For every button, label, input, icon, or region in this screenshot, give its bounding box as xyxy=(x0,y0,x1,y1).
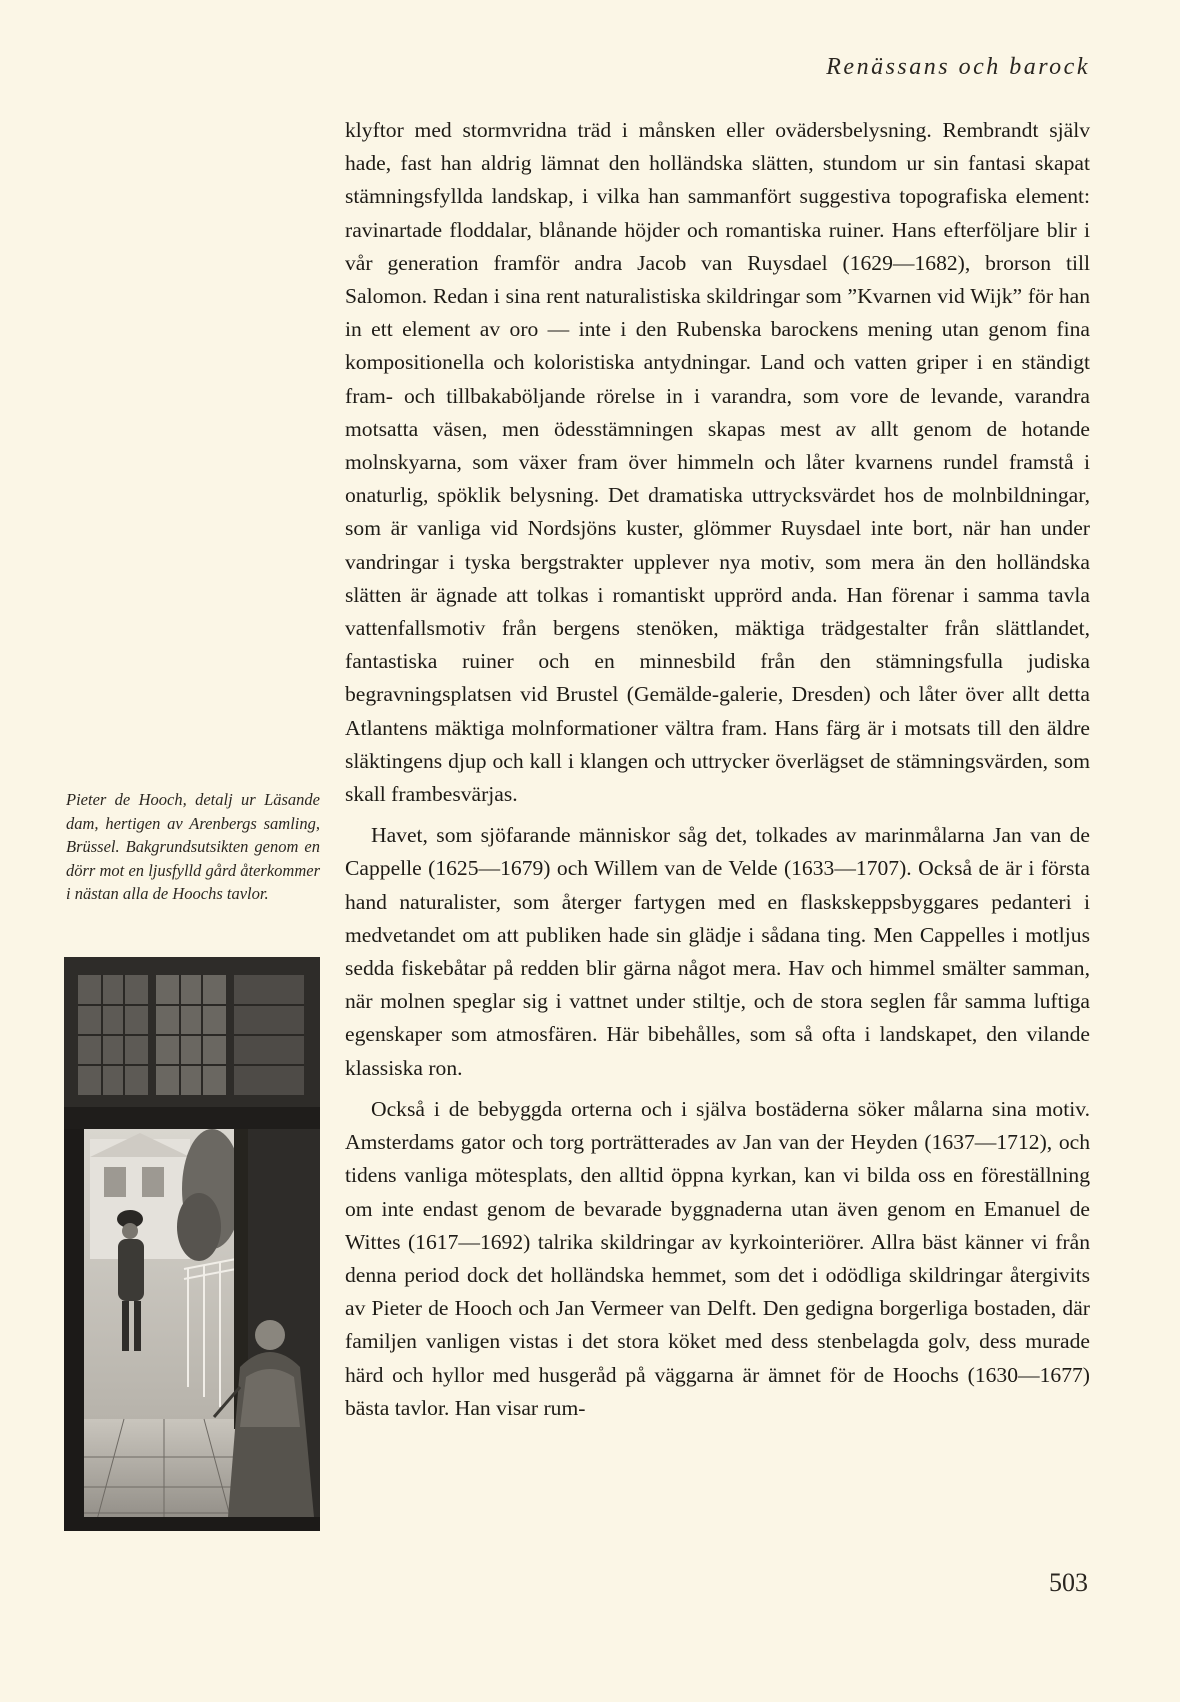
body-paragraph-1: klyftor med stormvridna träd i månsken eller ovädersbelysning. Rembrandt själv hade, fast han aldrig lämnat den holländska slätten, stundom ur sin fantasi skapat stämningsfyllda landskap, i vilka han sammanfört suggestiva topografiska element: ravinartade floddalar, blånande höjder och romantiska ruiner. Hans efterföljare blir i vår generation framför andra Jacob van Ruysdael (1629—1682), brorson till Salomon. Redan i sina rent naturalistiska skildringar som ”Kvarnen vid Wijk” för han in ett element av oro — inte i den Rubenska barockens mening utan genom fina kompositionella och koloristiska antydningar. Land och vatten griper i en ständigt fram- och tillbakaböljande rörelse in i varandra, som vore de levande, varandra motsatta väsen, men ödesstämningen skapas mest av allt genom de hotande molnskyarna, som växer fram över himmeln och låter kvarnens rundel framstå i onaturlig, spöklik belysning. Det dramatiska uttrycksvärdet hos de molnbildningar, som är vanliga vid Nordsjöns kuster, glömmer Ruysdael inte bort, när han under vandringar i tyska bergstrakter upplever nya motiv, som mera än den holländska slätten är ägnade att tolkas i romantiskt upprörd anda. Han förenar i samma tavla vattenfallsmotiv från bergens stenöken, mäktiga trädgestalter från slättlandet, fantastiska ruiner och en minnesbild från den stämningsfulla judiska begravningsplatsen vid Brustel (Gemälde-galerie, Dresden) och låter över allt detta Atlantens mäktiga molnformationer vältra fram. Hans färg är i motsats till den äldre släktingens djup och kall i klangen och uttrycker överlägset de stämningsvärden, som skall frambesvärjas. xyxy=(345,118,1090,807)
de-hooch-painting-detail xyxy=(64,957,320,1531)
painting-illustration-svg xyxy=(64,957,320,1531)
body-paragraph-2: Havet, som sjöfarande människor såg det, tolkades av marinmålarna Jan van de Cappelle (1625—1679) och Willem van de Velde (1633—1707). Också de är i första hand naturalister, som återger fartygen med en flaskskeppsbyggares pedanteri i medvetandet om att publiken hade sin glädje i sådana ting. Men Cappelles i motljus sedda fiskebåtar på redden blir gärna något mera. Hav och himmel smälter samman, när molnen speglar sig i vattnet under stiltje, och de stora seglen får samma luftiga egenskaper som atmosfären. Här bibehålles, som så ofta i landskapet, den vilande klassiska ron. xyxy=(345,823,1090,1080)
page-number: 503 xyxy=(1049,1568,1088,1597)
illustration-caption: Pieter de Hooch, detalj ur Läsande dam, hertigen av Arenbergs samling, Brüssel. Bakgrundsutsikten genom en dörr mot en ljusfylld gård återkommer i nästan alla de Hoochs tavlor. xyxy=(66,790,320,903)
running-head-title: Renässans och barock xyxy=(826,54,1090,80)
body-paragraph-3: Också i de bebyggda orterna och i själva bostäderna söker målarna sina motiv. Amsterdams gator och torg porträtterades av Jan van der Heyden (1637—1712), och tidens vanliga mötesplats, den alltid öppna kyrkan, kan vi bilda oss en föreställning om inte endast genom de bevarade byggnaderna utan även genom en Emanuel de Wittes (1617—1692) talrika skildringar av kyrkointeriörer. Allra bäst känner vi från denna period dock det holländska hemmet, som det i odödliga skildringar återgivits av Pieter de Hooch och Jan Vermeer van Delft. Den gedigna borgerliga bostaden, där familjen vanligen vistas i det stora köket med dess stenbelagda golv, dess murade härd och hyllor med husgeråd på väggarna är ämnet för de Hoochs (1630—1677) bästa tavlor. Han visar rum- xyxy=(345,1096,1090,1420)
body-text-column xyxy=(345,114,1090,1433)
